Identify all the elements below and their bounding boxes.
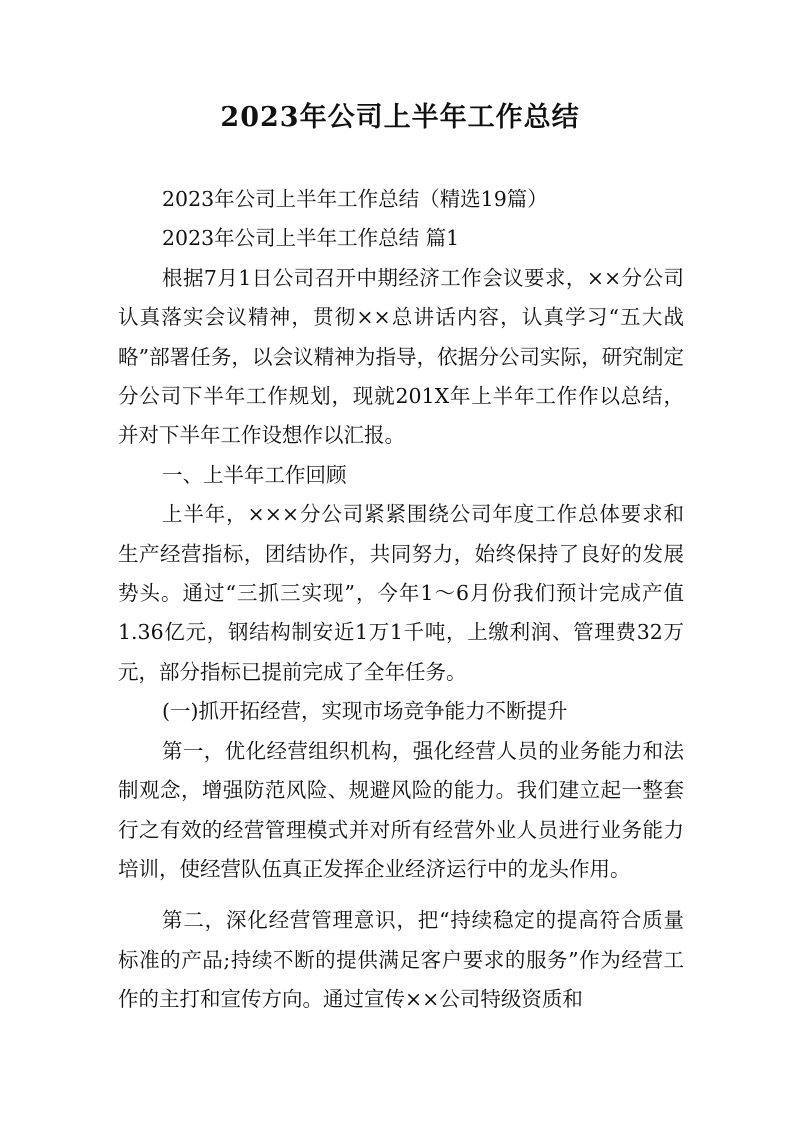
document-body <box>118 180 684 1020</box>
paragraph-intro: 根据7月1日公司召开中期经济工作会议要求，××分公司认真落实会议精神，贯彻××总讲话内容，认真学习“五大战略”部署任务，以会议精神为指导，依据分公司实际，研究制定分公司下半年工作规划，现就201X年上半年工作作以总结，并对下半年工作设想作以汇报。 <box>118 265 684 448</box>
paragraph-review: 上半年，×××分公司紧紧围绕公司年度工作总体要求和生产经营指标，团结协作，共同努力，始终保持了良好的发展势头。通过“三抓三实现”，今年1～6月份我们预计完成产值1.36亿元，钢结构制安近1万1千吨，上缴利润、管理费32万元，部分指标已提前完成了全年任务。 <box>118 502 684 684</box>
paragraph-second-point: 第二，深化经营管理意识，把“持续稳定的提高符合质量标准的产品;持续不断的提供满足客户要求的服务”作为经营工作的主打和宣传方向。通过宣传××公司特级资质和 <box>118 908 684 1012</box>
paragraph-section-heading: 2023年公司上半年工作总结 篇1 <box>162 226 460 251</box>
paragraph-first-point: 第一，优化经营组织机构，强化经营人员的业务能力和法制观念，增强防范风险、规避风险的能力。我们建立起一整套行之有效的经营管理模式并对所有经营外业人员进行业务能力培训，使经营队伍真正发挥企业经济运行中的龙头作用。 <box>118 738 684 881</box>
paragraph-heading-review: 一、上半年工作回顾 <box>162 462 347 487</box>
paragraph-subheading-1: (一)抓开拓经营，实现市场竞争能力不断提升 <box>162 699 568 724</box>
document-title: 2023年公司上半年工作总结 <box>220 102 580 133</box>
paragraph-subtitle: 2023年公司上半年工作总结（精选19篇） <box>162 187 548 211</box>
